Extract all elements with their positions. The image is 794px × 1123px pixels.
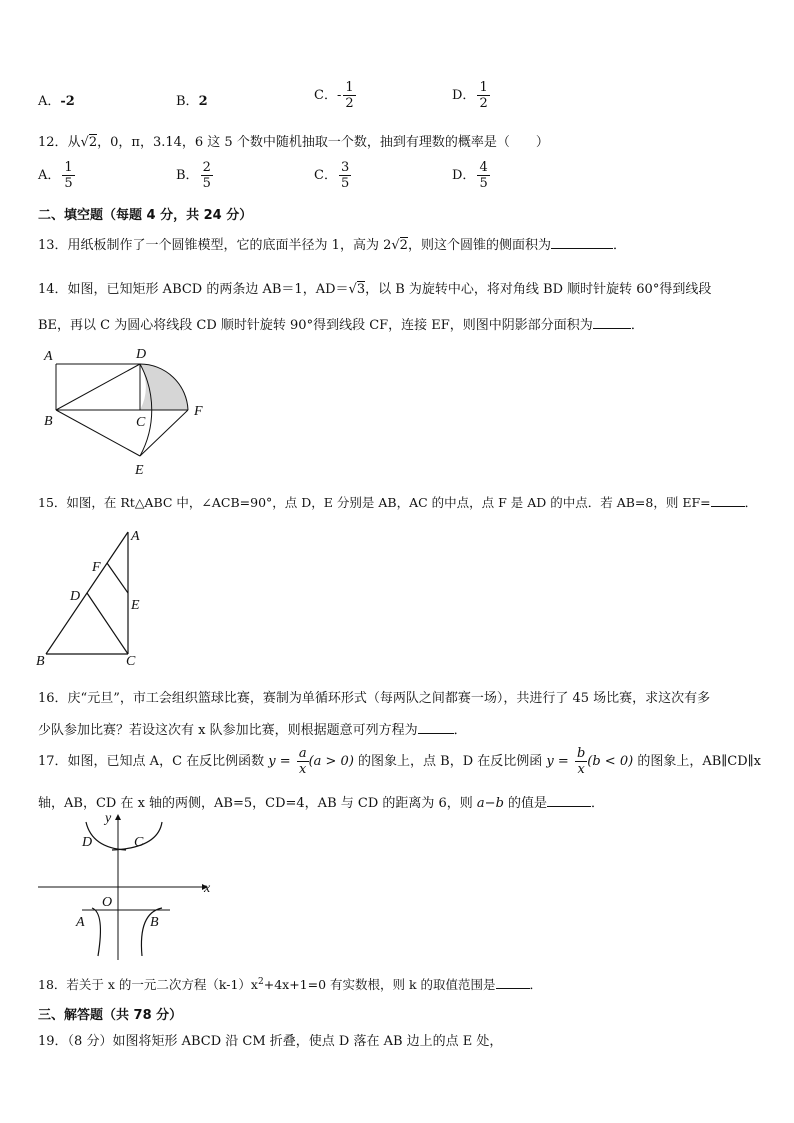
label-b: B [44,414,53,429]
fraction-numerator: a [298,746,307,761]
label-f: F [92,560,101,575]
q17-text-d: 轴，AB，CD 在 x 轴的两侧，AB=5，CD=4，AB 与 CD 的距离为 6，则 [38,796,477,811]
option-label: C． [314,168,337,183]
q14-text-c: BE，再以 C 为圆心将线段 CD 顺时针旋转 90°得到线段 CF，连接 EF，则图中阴影部分面积为 [38,318,593,333]
q13-stem [38,234,626,253]
sqrt-symbol: √ [391,238,400,253]
option-label: B． [176,94,199,109]
label-f: F [194,404,203,419]
end-mark: ． [453,723,467,738]
q11-option-d [452,80,490,111]
fraction-numerator: b [576,746,586,761]
expression: a−b [476,796,504,811]
q12-text-b: ，0，π，3.14，6 这 5 个数中随机抽取一个数，抽到有理数的概率是（ ） [97,135,549,150]
sqrt-arg: 2 [88,135,98,150]
q16-line2 [38,719,467,738]
q13-text-b: ，则这个圆锥的侧面积为 [407,238,551,253]
section-heading-fill-in: 二、填空题（每题 4 分，共 24 分） [38,208,253,223]
option-fraction [343,80,355,111]
fraction-numerator: 3 [340,160,350,175]
q18-text-b: +4x+1=0 有实数根，则 k 的取值范围是 [263,977,496,992]
fraction-denominator: x [299,762,307,777]
sqrt-symbol: √ [80,135,89,150]
fraction-denominator: x [577,762,585,777]
option-fraction [62,160,74,191]
option-sign: - [336,88,342,103]
q12-stem [38,131,549,150]
label-d: D [82,835,93,850]
label-b: B [150,915,159,930]
fraction-numerator: 1 [64,160,73,175]
q14-line1 [38,278,711,297]
q14-figure [30,340,220,482]
label-o: O [102,895,113,910]
option-value: -2 [60,94,75,109]
var-y: y [546,754,554,769]
equals: = [553,754,573,769]
sqrt-arg: 3 [356,282,366,297]
var-y: y [268,754,276,769]
q11-option-a [38,90,75,109]
q17-text-e: 的值是 [503,796,548,811]
label-c: C [134,835,144,850]
equals: = [275,754,295,769]
q12-text-a: 12．从 [38,135,81,150]
q14-text-a: 14．如图，已知矩形 ABCD 的两条边 AB＝1，AD＝ [38,282,349,297]
label-e: E [131,598,140,613]
q11-option-c [314,80,356,111]
fraction-b-over-x [575,746,587,777]
end-mark: ． [612,238,626,253]
q15-text: 15．如图，在 Rt△ABC 中，∠ACB=90°，点 D，E 分别是 AB，AC 的中点，点 F 是 AD 的中点．若 AB=8，则 EF= [38,495,711,510]
option-fraction [339,160,351,191]
option-label: D． [452,88,476,103]
label-x: x [204,881,211,896]
q15-figure [30,528,160,668]
label-y: y [105,811,112,826]
q17-line2 [38,792,604,811]
fraction-denominator: 5 [479,176,488,191]
answer-blank [593,316,631,329]
label-a: A [44,349,53,364]
answer-blank [547,794,591,807]
condition: (a > 0) [308,754,354,769]
fraction-denominator: 5 [202,176,211,191]
q14-line2 [38,314,644,333]
end-mark: ． [630,318,644,333]
condition: (b < 0) [587,754,634,769]
fraction-numerator: 1 [479,80,488,95]
fraction-numerator: 4 [479,160,488,175]
label-a: A [131,529,140,544]
answer-blank [551,236,613,249]
label-d: D [136,347,147,362]
q18-stem [38,975,542,993]
label-c: C [126,654,136,668]
fraction-denominator: 5 [340,176,350,191]
label-b: B [36,654,45,668]
q12-option-c [314,160,351,191]
end-mark: ． [744,495,758,510]
q17-text-b: 的图象上，点 B，D 在反比例函 [353,754,547,769]
q17-line1 [38,746,761,777]
label-d: D [70,589,81,604]
q17-figure [30,810,225,965]
answer-blank [711,494,745,507]
q16-line1: 16．庆“元旦”，市工会组织篮球比赛，赛制为单循环形式（每两队之间都赛一场），共进行了 45 场比赛，求这次有多 [38,691,711,706]
option-fraction [477,160,489,191]
sqrt-symbol: √ [348,282,357,297]
option-label: A． [38,94,61,109]
option-fraction [201,160,213,191]
fraction-a-over-x [297,746,309,777]
q13-text-a: 13．用纸板制作了一个圆锥模型，它的底面半径为 1，高为 [38,238,384,253]
answer-blank [418,721,454,734]
q18-text-a: 18．若关于 x 的一元二次方程（k-1）x [38,977,258,992]
q19-stem: 19．（8 分）如图将矩形 ABCD 沿 CM 折叠，使点 D 落在 AB 边上的点 E 处， [38,1034,503,1049]
end-mark: ． [529,977,543,992]
q12-option-b [176,160,213,191]
coefficient: 2 [383,238,392,253]
option-label: A． [38,168,61,183]
option-label: B． [176,168,199,183]
label-c: C [136,415,146,430]
q16-text: 少队参加比赛？若设这次有 x 队参加比赛，则根据题意可列方程为 [38,723,418,738]
q12-option-a [38,160,75,191]
superscript: 2 [257,976,264,987]
fraction-numerator: 1 [345,80,354,95]
q17-text-a: 17．如图，已知点 A，C 在反比例函数 [38,754,269,769]
section-heading-solve: 三、解答题（共 78 分） [38,1008,183,1023]
fraction-denominator: 2 [345,96,354,111]
fraction-numerator: 2 [202,160,211,175]
option-fraction [477,80,489,111]
option-label: C． [314,88,337,103]
label-a: A [76,915,85,930]
answer-blank [496,976,530,989]
fraction-denominator: 5 [64,176,73,191]
q14-text-b: ，以 B 为旋转中心，将对角线 BD 顺时针旋转 60°得到线段 [365,282,712,297]
end-mark: ． [591,796,605,811]
option-value: 2 [198,94,208,109]
sqrt-arg: 2 [399,238,408,253]
q11-option-b [176,90,208,109]
label-e: E [135,463,144,478]
fraction-denominator: 2 [479,96,488,111]
q15-stem [38,493,757,511]
q17-text-c: 的图象上，AB∥CD∥x [633,754,761,769]
q12-option-d [452,160,490,191]
option-label: D． [452,168,476,183]
